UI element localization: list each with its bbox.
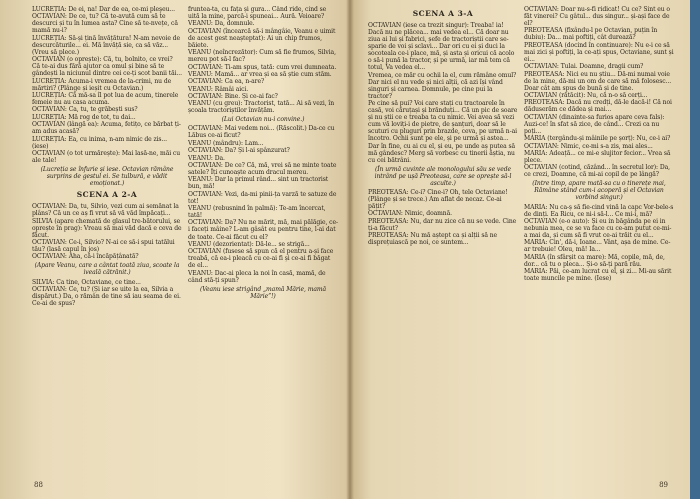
dialogue-line: Vremea, ce măr cu ochii la el, cum rămâne omul? Dar nici el nu vede și nici alții, că azi își vând singuri și carnea. Domnule, pe cine pui la tractor? xyxy=(368,71,517,100)
page-number-right: 89 xyxy=(659,481,668,489)
dialogue-line: VEANU (rebusnind în palmă): Te-am încercat, tată! xyxy=(188,205,326,220)
dialogue-line: OCTAVIAN: Vezi, da-mi pinii-ța varză te satuze de tot! xyxy=(188,190,337,205)
dialogue-line: LUCREȚIA: Mă rog de tot, tu dai... xyxy=(32,113,136,121)
dialogue-line: VEANU (mândru): Lam... xyxy=(188,139,264,147)
background-edge xyxy=(690,0,700,499)
dialogue-line: OCTAVIAN (rătăcit): Nu, că n-o să cerți... xyxy=(524,92,648,100)
dialogue-line: PREOTEASA (docind în continuare): Nu e-i ce să mai zici și poftiți, la ce-ați spus, Octaviane, sunt și ei... xyxy=(524,41,674,63)
dialogue-line: OCTAVIAN: Bine. Și ce-ai fac? xyxy=(188,92,278,100)
dialogue-line: MARIA: Adeață... ce mi-e slujitor fecior... Vrea să plece. xyxy=(524,149,671,164)
dialogue-line: VEANU: Da. xyxy=(188,154,225,162)
dialogue-line: SILVIA (apare chemată de glasul tre-bătorului, se oprește în prag): Vreau să mai văd dacă e ceva de făcut. xyxy=(32,217,182,239)
dialogue-line: Dar în fine, cu ai cu el, și eu, pe unde aș putea să mă gândesc? Merg să vorbesc cu tinerii ăștia, nu cu cei bătrâni. xyxy=(368,142,516,164)
dialogue-line: LUCREȚIA: De ei, na! Dar de ea, ce-mi pleşeu... xyxy=(32,6,175,13)
dialogue-line: MARIA: Nu ca-ș să fie-cind vină la capc Vor-bele-s de dinți. Ea Ricu, ce ni-i să-l... Ce mi-i, mă? xyxy=(524,203,674,218)
dialogue-line: MARIA: Păi, ce-am lucrat cu el, și zi... Mi-au sărit toate muncile pe mine. (Iese) xyxy=(524,268,672,283)
dialogue-line: OCTAVIAN: Ca ea, n-are? xyxy=(188,78,265,86)
dialogue-line: OCTAVIAN: Mai vedem noi... (Răscolit.) Da-ce cu Lăbus ce-ai ficut? xyxy=(188,125,335,140)
dialogue-line: (Intre timp, apare mată-sa cu o tinerețe mai, Rămâne stând cum-i acoperă și el Octavian vorbind singur.) xyxy=(532,180,666,202)
book-gutter xyxy=(346,0,354,499)
dialogue-line: OCTAVIAN (o oprește): Că, tu, bolnito, ce vrei? Că te-ai dus fără ajutor ca omul și bine să te gândești la niciunul dintre cei ce-ți scot banii tăi... xyxy=(32,56,182,78)
dialogue-line: fruntea-ta, cu fața și gura... Când ride, cind se uită la mine, parcă-i spuneai... Aură. Veioare? xyxy=(188,6,327,21)
dialogue-line: (Lui Octavian nu-i convine.) xyxy=(221,116,305,124)
dialogue-line: (Veanu iese strigând „mamă Mărie, mamă Mărie”!) xyxy=(199,285,327,300)
dialogue-line: OCTAVIAN (cotind, căzând... în secretul lor): Da, ce crezi, Doamne, că mi-ai copil de pe lângă? xyxy=(524,164,670,179)
dialogue-line: OCTAVIAN: Da? Și l-ai spânzurat? xyxy=(188,147,290,155)
dialogue-line: (Apare Veanu, care a cântat toată ziua, scoate la iveală cătrănit.) xyxy=(34,262,180,277)
dialogue-line: OCTAVIAN (iese ca trezit singur): Treaba! ia! Dacă nu ne plăcea... mai vedea el... Că doar nu ziua ai lui și fabrici, șefe de tractoriștii care se-sparie de voi și sclavi... Dar ori cu ei și duci la socoteala ce-i place, mă, și asta și oricui că acolo o să-i pună la tractor, și pe urmă, iar mă tem că totul, Va vedea el... xyxy=(368,22,515,72)
dialogue-line: OCTAVIAN: De ce, tu? Că te-avută cum să te descurci și tu în lumea asta? Cine să te-nvețe, că mamă nu-i? xyxy=(32,13,178,35)
dialogue-line: OCTAVIAN (lângă ea): Acuma, fetițo, ce bărbat ți-am adus acasă? xyxy=(32,121,181,136)
dialogue-line: OCTAVIAN: Ce-i, Silvio? N-ai ce să-i spui tatălui tău? (lasă capul în jos) xyxy=(32,238,175,254)
page-number-left: 88 xyxy=(34,481,43,489)
dialogue-line: LUCREȚIA: Să-și țină învățătura! N-am nevoie de descurcăturile... ei. Mă învăță sie, ca să văz... (Vreu să plece.) xyxy=(32,34,180,56)
dialogue-line: PREOTEASA: Nici eu nu știu... Dă-mi numai voie de la mine, dă-mi un om de care să mă folosesc... Doar cât am spus de bună și de tine. xyxy=(524,70,672,92)
dialogue-line: PREOTEASA: Dacă nu credți, dă-le dacă-i! Că noi dăduserăm ce dădea și mai... xyxy=(524,99,672,114)
left-page xyxy=(0,6,346,493)
dialogue-line: VEANU: Dac-ai pleca la noi în casă, mamă, de când stă-ți spun? xyxy=(188,269,326,284)
dialogue-line: OCTAVIAN (e-o auto): Și eu in băgânda pe ei in nebunia mea, ce se va face cu ce-am putut ce-mi-a mai da, și cum să fi vrut ce-ai trăit cu el... xyxy=(524,217,672,240)
dialogue-line: LUCREȚIA: Acuma-i vremea de la-crimi, nu de mărtiri? (Plânge și ieșit cu Octavian.) xyxy=(32,77,172,92)
dialogue-line: (În urmă cuvinte ale monologului său se vede intrând pe ușă Preoteasa, care se oprește să-l asculte.) xyxy=(374,165,512,187)
dialogue-line: OCTAVIAN: Ca, tu, te grăbești sus? xyxy=(32,106,138,114)
dialogue-line: OCTAVIAN: Ce, tu? (Și iar se uite la ea, Silvia a dispărut.) Da, o rămân de tine să iau seama de ei. Ce-ai de spus? xyxy=(32,285,181,307)
dialogue-line: OCTAVIAN (încearcă să-i mângâie, Veanu e uimit de acest gest neașteptat): Ai un chip frumos, băiete. xyxy=(188,27,336,49)
dialogue-line: Pe cine să pui? Voi care stați cu tractoarele în casă, voi căruțași și brănduți... Că un pic de soare și nu știi ce e treaba ta cu nimic. Vei avea să vezi cum vă loviți-i de pietre, de șanțuri, doar să le scuturi cu pluguri prin brazde, ceva, pe urmă n-ai încotro. Ochii sunt pe ele, și pe urmă și astea... xyxy=(368,100,518,143)
left-page-column-1 xyxy=(32,6,182,307)
dialogue-line: SILVIA: Ca tine, Octaviane, ce tine... xyxy=(32,278,141,286)
dialogue-line: OCTAVIAN: Nimic, ce-mi s-a zis, mai ales... xyxy=(524,142,653,150)
right-page-column-2 xyxy=(524,6,674,283)
dialogue-line: VEANU: Râmâi aici. xyxy=(188,85,249,93)
dialogue-line: MARIA (tergându-și mâinile pe șorț): Nu, ce-i ai? xyxy=(524,135,671,143)
dialogue-line: PREOTEASA: Ce-i? Cine-i? Oh, tele Octaviane! (Plânge și se trece.) Am aflat de necaz. Ce-ai pățit? xyxy=(368,188,508,211)
dialogue-line: OCTAVIAN: Tulai. Doamne, dragii cum? xyxy=(524,63,644,71)
dialogue-line: LUCREȚIA: Ea, cu inima, n-am nimic de zis... (iese) xyxy=(32,135,167,150)
dialogue-line: LUCREȚIA: Că mă-sa îl pot lua de acum, tinerele femeie nu au casa acuma. xyxy=(32,92,179,107)
dialogue-line: PREOTEASA: Nu, dar nu zice că nu se vede. Cine ți-a făcut? xyxy=(368,217,517,232)
dialogue-line: PREOTEASA: Nu mă aștept ca și alții să ne disprețuiască pe noi, ce suntem... xyxy=(368,232,498,247)
scene-2-title: SCENA A 2-A xyxy=(76,190,138,200)
dialogue-line: VEANU: Da, domnule. xyxy=(188,20,255,28)
dialogue-line: OCTAVIAN (o tot urmărește): Mai lasă-ne, măi cu ale tale! xyxy=(32,149,181,164)
scene-3-title: SCENA A 3-A xyxy=(412,9,474,18)
dialogue-line: (Lucreția se înfurie și iese. Octavian rămâne surprins de gestul ei. Se tulbură, e vădit emoționat.) xyxy=(40,166,174,188)
dialogue-line: OCTAVIAN: Da, tu, Silvio, vezi cum ai semănat la plâns? Că un ce aș fi vrut să vă văd împăcați... xyxy=(32,203,179,218)
left-page-column-2 xyxy=(188,6,338,302)
dialogue-line: VEANU (neîncrezător): Cum să fie frumos, Silvia, mereu pot să-l fac? xyxy=(188,49,336,64)
dialogue-line: PREOTEASA (fixându-l pe Octavian, puțin în dubiu): Da... mai poftiți, cât durează? xyxy=(524,27,658,42)
dialogue-line: OCTAVIAN: Da? Nu ne mărit, mă, mai pălăgie, ce-i faceți mâine? L-am gâsât eu pentru tine, l-ai dat de toate. Ce-ai făcut cu el? xyxy=(188,219,338,241)
dialogue-line: OCTAVIAN (fusese să spun că el pentru a-și face treabă, că ea-i pleacă cu ce-ai fi și ce-ai fi băgat de el... xyxy=(188,248,334,270)
dialogue-line: OCTAVIAN: Nimic, doamnă. xyxy=(368,210,452,218)
dialogue-line: OCTAVIAN: De ce? Că, mă, vrei să ne minte toate satele? Îți cunoaște acum dracul mereu. xyxy=(188,161,337,176)
dialogue-line: VEANU (cu greu): Tractorist, tată... Ai să vezi, în școala tractoriștilor învățăm. xyxy=(188,100,335,115)
dialogue-line: MARIA: Cin', dă-i, Ioane... Vânt, așa de mine. Ce-ar trebuie! Oleu, mă! Ia... xyxy=(524,239,671,254)
dialogue-line: VEANU: Dar la primul rând... sint un tractorist bun, mă! xyxy=(188,176,329,191)
dialogue-line: VEANU: Mamă... ar vrea și ea să știe cum stăm. xyxy=(188,70,332,78)
dialogue-line: OCTAVIAN: Ti-am spus, tată: cum vrei dumneata. xyxy=(188,63,337,71)
right-page xyxy=(354,6,690,493)
dialogue-line: VEANU (dezorientat): Dă-le... se strigă... xyxy=(188,240,310,248)
dialogue-line: MARIA (în sfârșit ca mare): Mă, copile, mă, de, dor... că tu o pleca... Și-o să-ți pară rău. xyxy=(524,253,665,268)
right-page-column-1 xyxy=(368,6,518,247)
dialogue-line: OCTAVIAN: Aha, că-i încăpățânată? xyxy=(32,253,139,261)
dialogue-line: OCTAVIAN: Doar nu-s-fi ridicat! Cu ce? Sint eu o făt vinerei? Cu gâtul... dus singur... și-ași face de el? xyxy=(524,6,670,28)
dialogue-line: OCTAVIAN (dinainte-sa furios apare ceva fals): Auzi-ce! în sfat să zice, de când... Crezi ca nu poți... xyxy=(524,113,665,135)
